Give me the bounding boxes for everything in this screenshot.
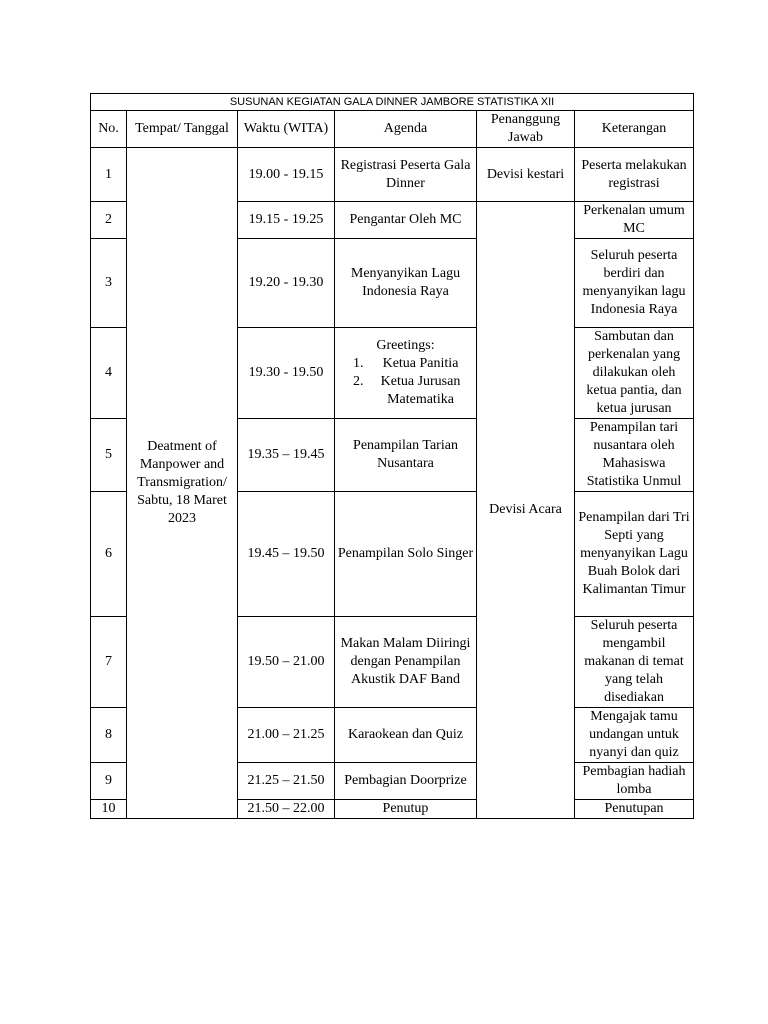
list-item: 1. Ketua Panitia xyxy=(367,355,474,373)
agenda-cell: Menyanyikan Lagu Indonesia Raya xyxy=(335,239,477,328)
place-date-cell: Deatment of Manpower and Transmigration/ Sabtu, 18 Maret 2023 xyxy=(127,148,238,819)
note-cell: Penampilan tari nusantara oleh Mahasiswa Statistika Unmul xyxy=(575,419,694,492)
time-cell: 19.30 - 19.50 xyxy=(238,328,335,419)
note-cell: Sambutan dan perkenalan yang dilakukan oleh ketua pantia, dan ketua jurusan xyxy=(575,328,694,419)
agenda-cell: Penampilan Tarian Nusantara xyxy=(335,419,477,492)
list-item: 2. Ketua Jurusan Matematika xyxy=(367,373,474,409)
note-cell: Mengajak tamu undangan untuk nyanyi dan quiz xyxy=(575,708,694,763)
header-place-date: Tempat/ Tanggal xyxy=(127,111,238,148)
table-title-row xyxy=(91,94,694,111)
agenda-cell: Makan Malam Diiringi dengan Penampilan Akustik DAF Band xyxy=(335,617,477,708)
time-cell: 19.45 – 19.50 xyxy=(238,492,335,617)
pic-cell: Devisi kestari xyxy=(477,148,575,202)
agenda-greetings-list xyxy=(337,355,474,409)
time-cell: 21.00 – 21.25 xyxy=(238,708,335,763)
row-number: 5 xyxy=(91,419,127,492)
note-cell: Peserta melakukan registrasi xyxy=(575,148,694,202)
time-cell: 19.50 – 21.00 xyxy=(238,617,335,708)
agenda-cell: Penutup xyxy=(335,800,477,819)
row-number: 4 xyxy=(91,328,127,419)
agenda-greetings-label: Greetings: xyxy=(376,338,435,353)
agenda-cell xyxy=(335,328,477,419)
agenda-cell: Penampilan Solo Singer xyxy=(335,492,477,617)
header-note: Keterangan xyxy=(575,111,694,148)
header-time: Waktu (WITA) xyxy=(238,111,335,148)
time-cell: 21.50 – 22.00 xyxy=(238,800,335,819)
row-number: 7 xyxy=(91,617,127,708)
row-number: 9 xyxy=(91,763,127,800)
note-cell: Penutupan xyxy=(575,800,694,819)
time-cell: 19.00 - 19.15 xyxy=(238,148,335,202)
row-number: 8 xyxy=(91,708,127,763)
agenda-cell: Pembagian Doorprize xyxy=(335,763,477,800)
time-cell: 21.25 – 21.50 xyxy=(238,763,335,800)
note-cell: Penampilan dari Tri Septi yang menyanyikan Lagu Buah Bolok dari Kalimantan Timur xyxy=(575,492,694,617)
agenda-cell: Registrasi Peserta Gala Dinner xyxy=(335,148,477,202)
schedule-table xyxy=(90,93,694,819)
note-cell: Pembagian hadiah lomba xyxy=(575,763,694,800)
note-cell: Perkenalan umum MC xyxy=(575,202,694,239)
header-pic: Penanggung Jawab xyxy=(477,111,575,148)
row-number: 2 xyxy=(91,202,127,239)
row-number: 1 xyxy=(91,148,127,202)
time-cell: 19.20 - 19.30 xyxy=(238,239,335,328)
row-number: 3 xyxy=(91,239,127,328)
pic-cell: Devisi Acara xyxy=(477,202,575,819)
agenda-cell: Pengantar Oleh MC xyxy=(335,202,477,239)
note-cell: Seluruh peserta mengambil makanan di temat yang telah disediakan xyxy=(575,617,694,708)
table-header-row xyxy=(91,111,694,148)
header-agenda: Agenda xyxy=(335,111,477,148)
note-cell: Seluruh peserta berdiri dan menyanyikan lagu Indonesia Raya xyxy=(575,239,694,328)
row-number: 6 xyxy=(91,492,127,617)
header-no: No. xyxy=(91,111,127,148)
row-number: 10 xyxy=(91,800,127,819)
table-title: SUSUNAN KEGIATAN GALA DINNER JAMBORE STATISTIKA XII xyxy=(91,94,694,111)
agenda-cell: Karaokean dan Quiz xyxy=(335,708,477,763)
table-row xyxy=(91,148,694,202)
time-cell: 19.15 - 19.25 xyxy=(238,202,335,239)
time-cell: 19.35 – 19.45 xyxy=(238,419,335,492)
